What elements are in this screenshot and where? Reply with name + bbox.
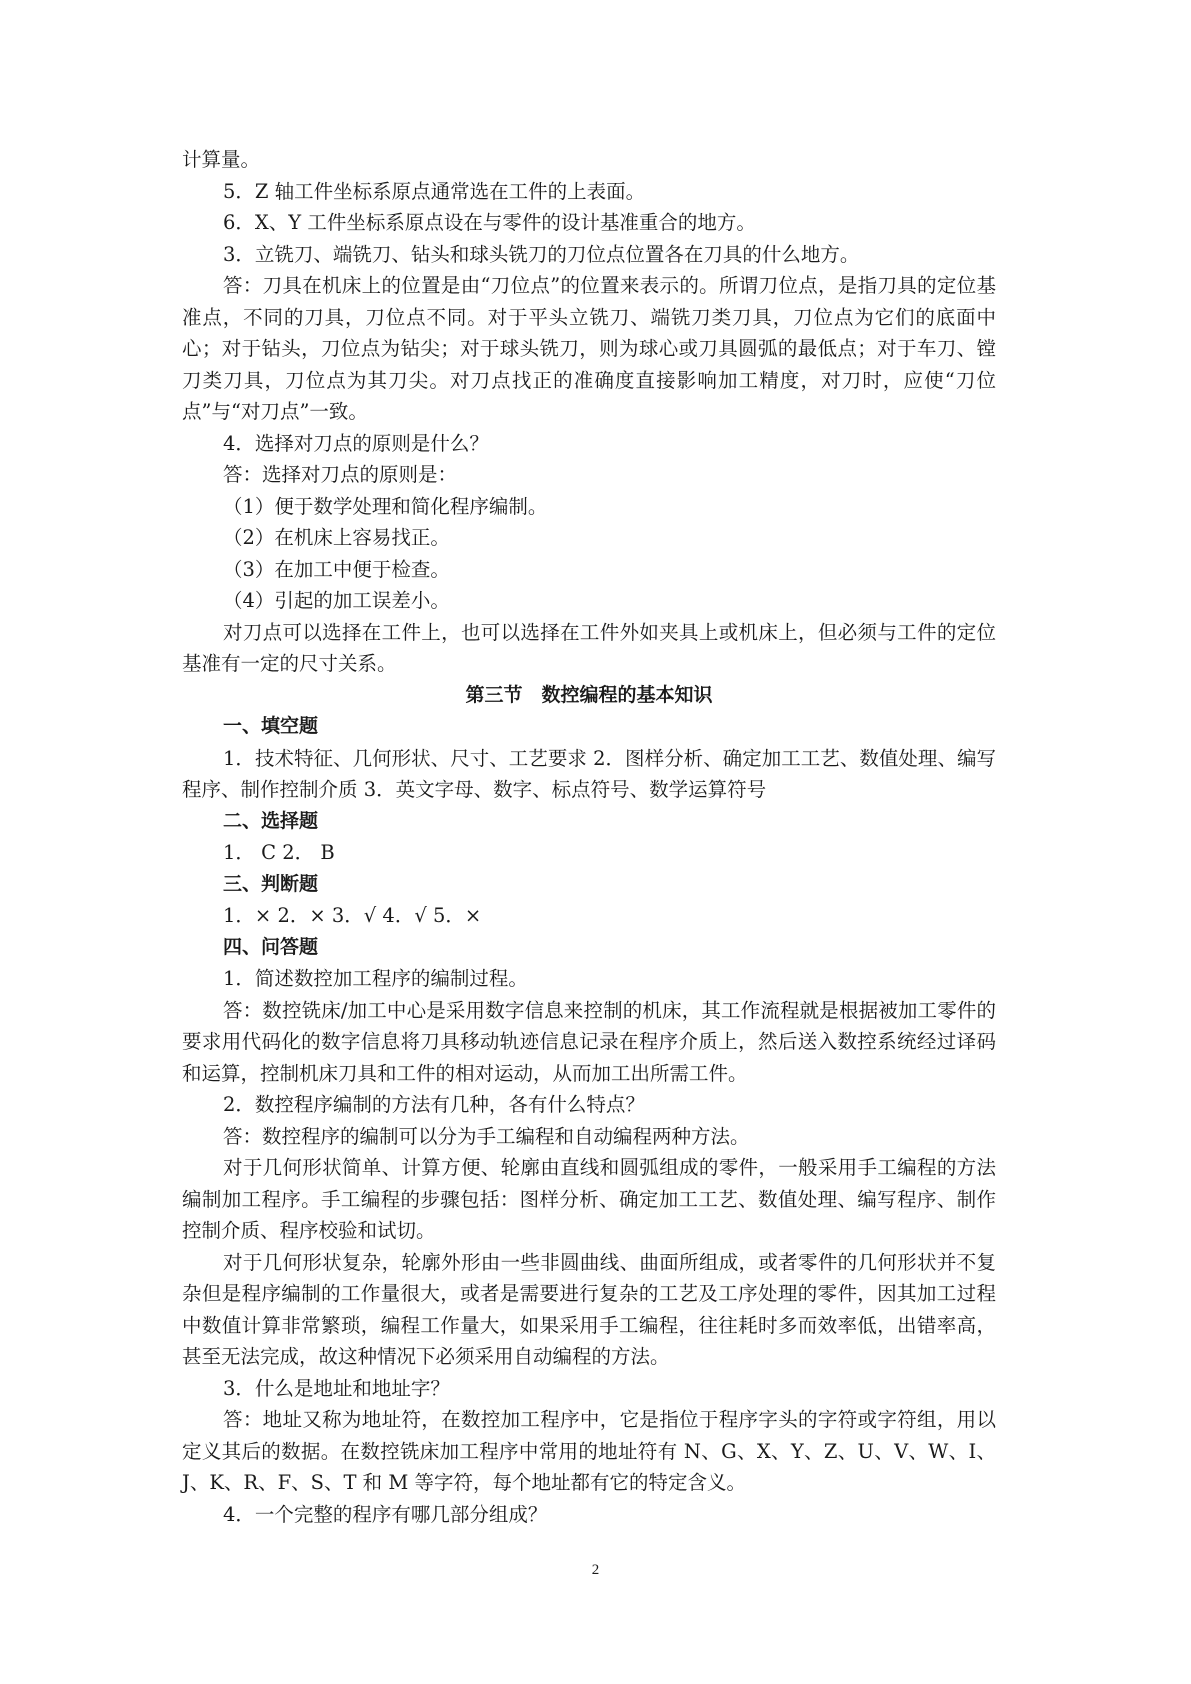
paragraph: 答：数控程序的编制可以分为手工编程和自动编程两种方法。 xyxy=(223,1124,750,1148)
question-type-heading: 二、选择题 xyxy=(223,809,319,832)
paragraph: 1．简述数控加工程序的编制过程。 xyxy=(223,967,528,990)
paragraph: （3）在加工中便于检查。 xyxy=(223,557,450,581)
paragraph: 5．Z 轴工件坐标系原点通常选在工件的上表面。 xyxy=(223,179,646,203)
paragraph: 对于几何形状复杂，轮廓外形由一些非圆曲线、曲面所组成，或者零件的几何形状并不复杂但是程序编制的工作量很大，或者是需要进行复杂的工艺及工序处理的零件，因其加工过程中数值计算非常繁琐，编程工作量大，如果采用手工编程，往往耗时多而效率低，出错率高，甚至无法完成，故这种情况下必须采用自动编程的方法。 xyxy=(182,1250,996,1368)
paragraph: 答：数控铣床/加工中心是采用数字信息来控制的机床，其工作流程就是根据被加工零件的要求用代码化的数字信息将刀具移动轨迹信息记录在程序介质上，然后送入数控系统经过译码和运算，控制机床刀具和工件的相对运动，从而加工出所需工件。 xyxy=(182,998,996,1085)
question-type-heading: 三、判断题 xyxy=(223,872,319,895)
paragraph: （4）引起的加工误差小。 xyxy=(223,589,450,612)
paragraph: 1． C 2． B xyxy=(223,841,335,864)
paragraph: 4．选择对刀点的原则是什么？ xyxy=(223,431,489,455)
section-title: 第三节 数控编程的基本知识 xyxy=(465,683,713,706)
paragraph: 3．什么是地址和地址字？ xyxy=(223,1376,450,1400)
paragraph: 答：选择对刀点的原则是： xyxy=(223,463,458,486)
paragraph: 1．× 2．× 3．√ 4．√ 5．× xyxy=(223,904,482,927)
question-type-heading: 一、填空题 xyxy=(223,715,319,737)
paragraph: 对于几何形状简单、计算方便、轮廓由直线和圆弧组成的零件，一般采用手工编程的方法编制加工程序。手工编程的步骤包括：图样分析、确定加工工艺、数值处理、编写程序、制作控制介质、程序校验和试切。 xyxy=(182,1156,996,1242)
paragraph: 答：地址又称为地址符，在数控加工程序中，它是指位于程序字头的字符或字符组，用以定义其后的数据。在数控铣床加工程序中常用的地址符有 N、G、X、Y、Z、U、V、W、I、J、K、R、F、S、T 和 M 等字符，每个地址都有它的特定含义。 xyxy=(182,1408,996,1494)
paragraph: 对刀点可以选择在工件上，也可以选择在工件外如夹具上或机床上，但必须与工件的定位基准有一定的尺寸关系。 xyxy=(182,620,996,675)
paragraph: 6．X、Y 工件坐标系原点设在与零件的设计基准重合的地方。 xyxy=(223,211,756,234)
paragraph: 3．立铣刀、端铣刀、钻头和球头铣刀的刀位点位置各在刀具的什么地方。 xyxy=(223,242,860,266)
paragraph: （2）在机床上容易找正。 xyxy=(223,526,450,549)
question-type-heading: 四、问答题 xyxy=(223,935,319,958)
paragraph: 1．技术特征、几何形状、尺寸、工艺要求 2．图样分析、确定加工工艺、数值处理、编写程序、制作控制介质 3．英文字母、数字、标点符号、数学运算符号 xyxy=(182,746,996,801)
page-number: 2 xyxy=(591,1562,600,1578)
paragraph: 2．数控程序编制的方法有几种，各有什么特点？ xyxy=(223,1093,645,1116)
paragraph: 4．一个完整的程序有哪几部分组成？ xyxy=(223,1502,548,1526)
paragraph: （1）便于数学处理和简化程序编制。 xyxy=(223,494,548,518)
paragraph: 答：刀具在机床上的位置是由“刀位点”的位置来表示的。所谓刀位点，是指刀具的定位基准点，不同的刀具，刀位点不同。对于平头立铣刀、端铣刀类刀具，刀位点为它们的底面中心；对于钻头，刀位点为钻尖；对于球头铣刀，则为球心或刀具圆弧的最低点；对于车刀、镗刀类刀具，刀位点为其刀尖。对刀点找正的准确度直接影响加工精度，对刀时，应使“刀位点”与“对刀点”一致。 xyxy=(182,274,996,423)
document-body xyxy=(182,144,996,1530)
paragraph: 计算量。 xyxy=(182,148,261,171)
